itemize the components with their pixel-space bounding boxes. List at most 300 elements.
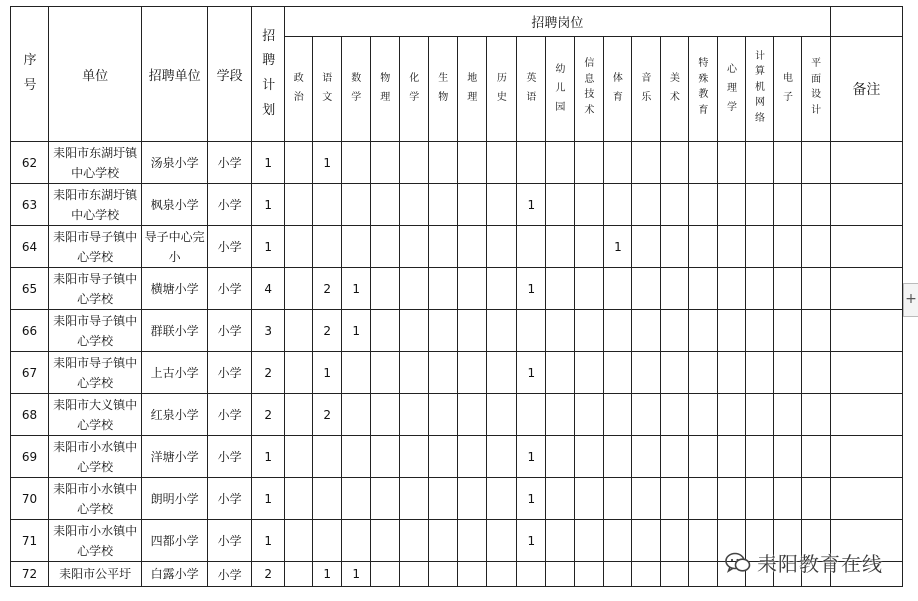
cell-plan[interactable]: 2 xyxy=(252,394,285,436)
cell-count[interactable]: 1 xyxy=(342,562,371,587)
cell-count[interactable] xyxy=(517,226,546,268)
cell-count[interactable] xyxy=(285,352,313,394)
cell-count[interactable] xyxy=(746,184,774,226)
cell-unit[interactable]: 耒阳市导子镇中心学校 xyxy=(49,226,142,268)
cell-count[interactable]: 1 xyxy=(604,226,632,268)
cell-unit[interactable]: 耒阳市小水镇中心学校 xyxy=(49,520,142,562)
cell-count[interactable] xyxy=(546,142,575,184)
cell-count[interactable] xyxy=(546,520,575,562)
cell-unit[interactable]: 耒阳市小水镇中心学校 xyxy=(49,436,142,478)
cell-count[interactable] xyxy=(429,436,458,478)
cell-unit[interactable]: 耒阳市导子镇中心学校 xyxy=(49,352,142,394)
header-remarks: 备注 xyxy=(830,37,902,142)
cell-seq[interactable]: 64 xyxy=(11,226,49,268)
cell-remarks[interactable] xyxy=(830,436,902,478)
cell-school[interactable]: 洋塘小学 xyxy=(142,436,208,478)
cell-count[interactable]: 2 xyxy=(313,394,342,436)
cell-count[interactable] xyxy=(774,184,802,226)
cell-count[interactable] xyxy=(285,310,313,352)
cell-count[interactable] xyxy=(718,352,746,394)
cell-school[interactable]: 导子中心完小 xyxy=(142,226,208,268)
cell-count[interactable] xyxy=(487,394,517,436)
cell-plan[interactable]: 2 xyxy=(252,352,285,394)
cell-count[interactable] xyxy=(429,226,458,268)
cell-plan[interactable]: 1 xyxy=(252,142,285,184)
cell-count[interactable] xyxy=(746,310,774,352)
cell-count[interactable] xyxy=(458,478,487,520)
cell-count[interactable]: 2 xyxy=(313,268,342,310)
cell-count[interactable] xyxy=(429,478,458,520)
cell-count[interactable] xyxy=(313,436,342,478)
cell-remarks[interactable] xyxy=(830,394,902,436)
cell-count[interactable] xyxy=(718,184,746,226)
cell-count[interactable] xyxy=(632,142,661,184)
cell-count[interactable] xyxy=(285,478,313,520)
recruitment-table xyxy=(10,6,903,587)
cell-count[interactable] xyxy=(575,310,604,352)
cell-remarks[interactable] xyxy=(830,184,902,226)
cell-school[interactable]: 群联小学 xyxy=(142,310,208,352)
cell-count[interactable] xyxy=(689,268,718,310)
cell-stage[interactable]: 小学 xyxy=(208,310,252,352)
cell-count[interactable] xyxy=(546,436,575,478)
cell-count[interactable] xyxy=(313,226,342,268)
cell-stage[interactable]: 小学 xyxy=(208,226,252,268)
cell-count[interactable] xyxy=(487,436,517,478)
cell-school[interactable]: 红泉小学 xyxy=(142,394,208,436)
cell-count[interactable] xyxy=(371,478,400,520)
cell-count[interactable] xyxy=(400,352,429,394)
cell-count[interactable] xyxy=(458,142,487,184)
header-subject: 历史 xyxy=(487,37,517,142)
cell-count[interactable] xyxy=(429,562,458,587)
cell-count[interactable] xyxy=(400,562,429,587)
cell-count[interactable] xyxy=(575,142,604,184)
cell-count[interactable] xyxy=(575,436,604,478)
watermark xyxy=(725,548,883,577)
cell-count[interactable] xyxy=(604,562,632,587)
cell-stage[interactable]: 小学 xyxy=(208,520,252,562)
cell-count[interactable] xyxy=(342,184,371,226)
cell-count[interactable] xyxy=(285,394,313,436)
cell-count[interactable] xyxy=(661,478,689,520)
cell-count[interactable] xyxy=(746,142,774,184)
table-row xyxy=(11,436,903,478)
cell-count[interactable] xyxy=(487,520,517,562)
cell-count[interactable] xyxy=(746,394,774,436)
cell-count[interactable] xyxy=(458,352,487,394)
header-plan: 招聘计划 xyxy=(252,7,285,142)
cell-count[interactable] xyxy=(313,184,342,226)
cell-count[interactable] xyxy=(371,142,400,184)
cell-count[interactable] xyxy=(632,520,661,562)
cell-count[interactable] xyxy=(746,352,774,394)
cell-count[interactable] xyxy=(746,268,774,310)
table-row xyxy=(11,394,903,436)
cell-count[interactable] xyxy=(371,436,400,478)
cell-count[interactable] xyxy=(342,478,371,520)
cell-plan[interactable]: 1 xyxy=(252,226,285,268)
cell-seq[interactable]: 65 xyxy=(11,268,49,310)
cell-seq[interactable]: 69 xyxy=(11,436,49,478)
header-subject: 计算机网络 xyxy=(746,37,774,142)
cell-count[interactable] xyxy=(774,478,802,520)
wechat-icon xyxy=(725,552,751,574)
cell-count[interactable] xyxy=(487,352,517,394)
cell-count[interactable] xyxy=(802,394,830,436)
cell-count[interactable] xyxy=(661,436,689,478)
cell-count[interactable] xyxy=(400,226,429,268)
header-subject: 语文 xyxy=(313,37,342,142)
cell-count[interactable] xyxy=(575,394,604,436)
cell-count[interactable] xyxy=(689,352,718,394)
expand-button[interactable]: + xyxy=(903,283,918,317)
cell-count[interactable] xyxy=(632,184,661,226)
cell-count[interactable] xyxy=(429,352,458,394)
cell-count[interactable] xyxy=(718,142,746,184)
cell-count[interactable] xyxy=(371,268,400,310)
cell-plan[interactable]: 1 xyxy=(252,436,285,478)
cell-school[interactable]: 四都小学 xyxy=(142,520,208,562)
cell-count[interactable] xyxy=(575,520,604,562)
cell-count[interactable] xyxy=(285,436,313,478)
cell-count[interactable]: 1 xyxy=(313,562,342,587)
cell-count[interactable] xyxy=(546,394,575,436)
cell-count[interactable] xyxy=(632,478,661,520)
cell-count[interactable] xyxy=(802,478,830,520)
cell-count[interactable]: 1 xyxy=(342,310,371,352)
cell-count[interactable] xyxy=(689,478,718,520)
cell-count[interactable] xyxy=(371,520,400,562)
cell-remarks[interactable] xyxy=(830,478,902,520)
table-row xyxy=(11,142,903,184)
cell-remarks[interactable] xyxy=(830,142,902,184)
cell-count[interactable]: 2 xyxy=(313,310,342,352)
cell-count[interactable] xyxy=(661,142,689,184)
cell-count[interactable] xyxy=(604,142,632,184)
cell-count[interactable] xyxy=(285,268,313,310)
cell-count[interactable] xyxy=(342,142,371,184)
cell-count[interactable]: 1 xyxy=(517,520,546,562)
table-row xyxy=(11,478,903,520)
cell-count[interactable] xyxy=(718,268,746,310)
cell-count[interactable] xyxy=(632,226,661,268)
header-blank xyxy=(830,7,902,37)
cell-count[interactable] xyxy=(774,268,802,310)
cell-remarks[interactable] xyxy=(830,226,902,268)
cell-count[interactable] xyxy=(342,352,371,394)
cell-stage[interactable]: 小学 xyxy=(208,352,252,394)
cell-count[interactable] xyxy=(632,436,661,478)
cell-count[interactable] xyxy=(458,394,487,436)
cell-stage[interactable]: 小学 xyxy=(208,184,252,226)
cell-count[interactable] xyxy=(546,478,575,520)
header-subject: 信息技术 xyxy=(575,37,604,142)
cell-count[interactable] xyxy=(689,142,718,184)
cell-count[interactable] xyxy=(546,268,575,310)
cell-count[interactable] xyxy=(400,394,429,436)
header-seq: 序号 xyxy=(11,7,49,142)
cell-count[interactable] xyxy=(285,142,313,184)
cell-count[interactable] xyxy=(575,268,604,310)
cell-count[interactable] xyxy=(517,310,546,352)
cell-count[interactable]: 1 xyxy=(313,142,342,184)
cell-count[interactable] xyxy=(689,520,718,562)
cell-count[interactable]: 1 xyxy=(517,436,546,478)
cell-count[interactable] xyxy=(371,352,400,394)
cell-count[interactable] xyxy=(546,310,575,352)
cell-count[interactable] xyxy=(661,226,689,268)
cell-count[interactable]: 1 xyxy=(342,268,371,310)
cell-school[interactable]: 汤泉小学 xyxy=(142,142,208,184)
cell-count[interactable] xyxy=(285,520,313,562)
cell-count[interactable] xyxy=(487,562,517,587)
cell-count[interactable] xyxy=(774,352,802,394)
cell-count[interactable] xyxy=(285,184,313,226)
cell-count[interactable] xyxy=(575,478,604,520)
cell-count[interactable] xyxy=(718,394,746,436)
cell-count[interactable]: 1 xyxy=(313,352,342,394)
cell-stage[interactable]: 小学 xyxy=(208,142,252,184)
cell-seq[interactable]: 72 xyxy=(11,562,49,587)
cell-count[interactable] xyxy=(458,310,487,352)
cell-count[interactable] xyxy=(689,562,718,587)
cell-count[interactable] xyxy=(458,226,487,268)
cell-count[interactable] xyxy=(604,436,632,478)
cell-count[interactable] xyxy=(661,352,689,394)
table-row xyxy=(11,226,903,268)
cell-count[interactable] xyxy=(661,394,689,436)
cell-seq[interactable]: 67 xyxy=(11,352,49,394)
header-subject: 化学 xyxy=(400,37,429,142)
cell-count[interactable] xyxy=(575,184,604,226)
cell-count[interactable] xyxy=(371,184,400,226)
cell-count[interactable] xyxy=(689,184,718,226)
cell-count[interactable]: 1 xyxy=(517,268,546,310)
cell-count[interactable] xyxy=(342,436,371,478)
cell-count[interactable] xyxy=(517,394,546,436)
cell-count[interactable] xyxy=(487,268,517,310)
cell-count[interactable] xyxy=(546,352,575,394)
header-subject: 电子 xyxy=(774,37,802,142)
cell-school[interactable]: 横塘小学 xyxy=(142,268,208,310)
cell-count[interactable]: 1 xyxy=(517,184,546,226)
cell-count[interactable] xyxy=(429,142,458,184)
cell-count[interactable] xyxy=(400,478,429,520)
cell-count[interactable] xyxy=(632,310,661,352)
cell-count[interactable] xyxy=(575,226,604,268)
header-subject: 特殊教育 xyxy=(689,37,718,142)
cell-stage[interactable]: 小学 xyxy=(208,562,252,587)
cell-count[interactable] xyxy=(487,310,517,352)
cell-unit[interactable]: 耒阳市东湖圩镇中心学校 xyxy=(49,184,142,226)
cell-unit[interactable]: 耒阳市导子镇中心学校 xyxy=(49,268,142,310)
cell-plan[interactable]: 4 xyxy=(252,268,285,310)
cell-count[interactable] xyxy=(400,184,429,226)
cell-count[interactable] xyxy=(546,184,575,226)
cell-seq[interactable]: 62 xyxy=(11,142,49,184)
cell-count[interactable] xyxy=(604,352,632,394)
cell-count[interactable] xyxy=(604,394,632,436)
cell-count[interactable] xyxy=(746,226,774,268)
cell-plan[interactable]: 1 xyxy=(252,184,285,226)
table-row xyxy=(11,184,903,226)
cell-remarks[interactable] xyxy=(830,268,902,310)
cell-count[interactable] xyxy=(774,436,802,478)
cell-count[interactable] xyxy=(661,184,689,226)
header-subject: 政治 xyxy=(285,37,313,142)
cell-count[interactable] xyxy=(802,436,830,478)
cell-count[interactable] xyxy=(458,268,487,310)
cell-count[interactable] xyxy=(546,562,575,587)
cell-count[interactable] xyxy=(429,184,458,226)
cell-count[interactable] xyxy=(661,520,689,562)
cell-count[interactable] xyxy=(487,478,517,520)
cell-unit[interactable]: 耒阳市大义镇中心学校 xyxy=(49,394,142,436)
header-subject: 数学 xyxy=(342,37,371,142)
cell-count[interactable] xyxy=(313,520,342,562)
cell-count[interactable] xyxy=(429,520,458,562)
cell-count[interactable] xyxy=(487,226,517,268)
cell-count[interactable] xyxy=(802,352,830,394)
cell-count[interactable] xyxy=(718,226,746,268)
cell-count[interactable] xyxy=(487,184,517,226)
header-subject: 地理 xyxy=(458,37,487,142)
cell-count[interactable] xyxy=(575,562,604,587)
cell-school[interactable]: 上古小学 xyxy=(142,352,208,394)
cell-remarks[interactable] xyxy=(830,352,902,394)
cell-stage[interactable]: 小学 xyxy=(208,394,252,436)
cell-count[interactable] xyxy=(400,142,429,184)
cell-stage[interactable]: 小学 xyxy=(208,478,252,520)
cell-remarks[interactable] xyxy=(830,310,902,352)
cell-count[interactable] xyxy=(458,520,487,562)
cell-unit[interactable]: 耒阳市导子镇中心学校 xyxy=(49,310,142,352)
cell-count[interactable] xyxy=(746,436,774,478)
cell-count[interactable] xyxy=(661,562,689,587)
cell-count[interactable] xyxy=(632,562,661,587)
cell-unit[interactable]: 耒阳市公平圩 xyxy=(49,562,142,587)
cell-count[interactable] xyxy=(342,394,371,436)
cell-count[interactable] xyxy=(774,394,802,436)
header-subject: 平面设计 xyxy=(802,37,830,142)
cell-count[interactable] xyxy=(546,226,575,268)
cell-count[interactable]: 1 xyxy=(517,478,546,520)
cell-count[interactable] xyxy=(604,478,632,520)
cell-count[interactable]: 1 xyxy=(517,352,546,394)
cell-count[interactable] xyxy=(313,478,342,520)
cell-count[interactable] xyxy=(802,226,830,268)
cell-count[interactable] xyxy=(517,142,546,184)
cell-count[interactable] xyxy=(371,226,400,268)
cell-count[interactable] xyxy=(604,184,632,226)
cell-count[interactable] xyxy=(802,184,830,226)
cell-unit[interactable]: 耒阳市小水镇中心学校 xyxy=(49,478,142,520)
watermark-text: 耒阳教育在线 xyxy=(757,552,883,576)
cell-count[interactable] xyxy=(632,394,661,436)
cell-school[interactable]: 白露小学 xyxy=(142,562,208,587)
cell-count[interactable] xyxy=(802,268,830,310)
cell-count[interactable] xyxy=(575,352,604,394)
header-unit: 单位 xyxy=(49,7,142,142)
cell-school[interactable]: 枫泉小学 xyxy=(142,184,208,226)
cell-count[interactable] xyxy=(400,268,429,310)
cell-seq[interactable]: 66 xyxy=(11,310,49,352)
cell-plan[interactable]: 3 xyxy=(252,310,285,352)
header-stage: 学段 xyxy=(208,7,252,142)
cell-count[interactable] xyxy=(604,310,632,352)
cell-seq[interactable]: 71 xyxy=(11,520,49,562)
table-row xyxy=(11,310,903,352)
cell-count[interactable] xyxy=(371,562,400,587)
cell-count[interactable] xyxy=(604,268,632,310)
cell-count[interactable] xyxy=(632,352,661,394)
header-subject: 音乐 xyxy=(632,37,661,142)
cell-count[interactable] xyxy=(429,268,458,310)
cell-count[interactable] xyxy=(802,142,830,184)
cell-count[interactable] xyxy=(342,520,371,562)
cell-count[interactable] xyxy=(400,436,429,478)
cell-seq[interactable]: 68 xyxy=(11,394,49,436)
cell-count[interactable] xyxy=(689,436,718,478)
cell-count[interactable] xyxy=(604,520,632,562)
cell-seq[interactable]: 70 xyxy=(11,478,49,520)
cell-plan[interactable]: 1 xyxy=(252,478,285,520)
cell-count[interactable] xyxy=(400,520,429,562)
header-subject: 物理 xyxy=(371,37,400,142)
cell-count[interactable] xyxy=(774,310,802,352)
cell-unit[interactable]: 耒阳市东湖圩镇中心学校 xyxy=(49,142,142,184)
cell-seq[interactable]: 63 xyxy=(11,184,49,226)
cell-count[interactable] xyxy=(632,268,661,310)
cell-count[interactable] xyxy=(718,310,746,352)
cell-count[interactable] xyxy=(802,310,830,352)
cell-count[interactable] xyxy=(429,394,458,436)
cell-count[interactable] xyxy=(689,310,718,352)
cell-count[interactable] xyxy=(458,184,487,226)
cell-count[interactable] xyxy=(689,226,718,268)
cell-count[interactable] xyxy=(285,562,313,587)
cell-stage[interactable]: 小学 xyxy=(208,436,252,478)
cell-count[interactable] xyxy=(746,478,774,520)
cell-count[interactable] xyxy=(774,226,802,268)
cell-plan[interactable]: 2 xyxy=(252,562,285,587)
table-row xyxy=(11,352,903,394)
header-subject: 生物 xyxy=(429,37,458,142)
cell-count[interactable] xyxy=(661,310,689,352)
cell-count[interactable] xyxy=(517,562,546,587)
cell-count[interactable] xyxy=(689,394,718,436)
cell-count[interactable] xyxy=(718,478,746,520)
cell-count[interactable] xyxy=(371,394,400,436)
cell-count[interactable] xyxy=(718,436,746,478)
cell-count[interactable] xyxy=(458,562,487,587)
cell-count[interactable] xyxy=(487,142,517,184)
cell-count[interactable] xyxy=(371,310,400,352)
cell-count[interactable] xyxy=(429,310,458,352)
cell-count[interactable] xyxy=(774,142,802,184)
cell-school[interactable]: 朗明小学 xyxy=(142,478,208,520)
cell-count[interactable] xyxy=(342,226,371,268)
cell-count[interactable] xyxy=(661,268,689,310)
cell-count[interactable] xyxy=(285,226,313,268)
cell-count[interactable] xyxy=(458,436,487,478)
header-positions: 招聘岗位 xyxy=(285,7,830,37)
cell-plan[interactable]: 1 xyxy=(252,520,285,562)
cell-count[interactable] xyxy=(400,310,429,352)
cell-stage[interactable]: 小学 xyxy=(208,268,252,310)
header-subject: 心理学 xyxy=(718,37,746,142)
